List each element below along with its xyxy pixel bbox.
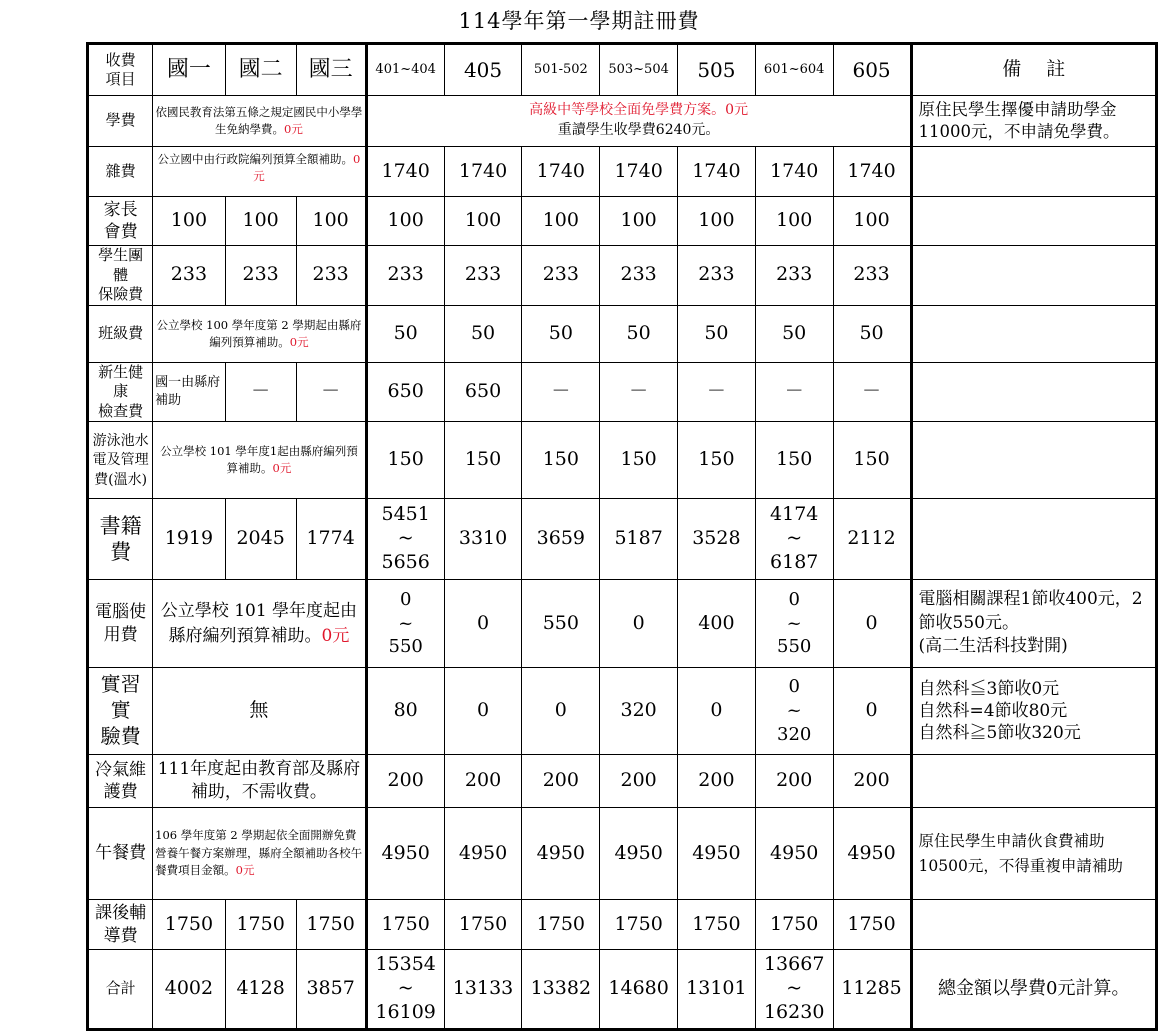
page-title: 114學年第一學期註冊費 — [458, 9, 700, 33]
fee-value: 2045 — [225, 499, 296, 580]
fee-value: 200 — [600, 755, 678, 808]
row-total — [88, 950, 1157, 1030]
header-col: 503~504 — [600, 44, 678, 96]
jr-high-note: 公立學校 101 學年度1起由縣府編列預算補助。0元 — [153, 422, 367, 499]
fee-value: 100 — [296, 197, 366, 246]
header-col: 401~404 — [366, 44, 444, 96]
row-class — [88, 305, 1157, 362]
fee-value: 3528 — [678, 499, 756, 580]
fee-value: 4950 — [600, 808, 678, 900]
fee-value: 150 — [678, 422, 756, 499]
fee-value: 0 — [522, 668, 600, 755]
row-label: 合計 — [88, 950, 153, 1030]
fee-value: 200 — [755, 755, 833, 808]
fee-value: 200 — [833, 755, 911, 808]
total-value: 14680 — [600, 950, 678, 1030]
fee-value: 1750 — [444, 900, 522, 950]
remark — [911, 246, 1156, 306]
row-afterschool — [88, 900, 1157, 950]
header-col: 國三 — [296, 44, 366, 96]
row-label: 實習實 驗費 — [88, 668, 153, 755]
fee-value: 650 — [366, 362, 444, 422]
remark — [911, 499, 1156, 580]
remark: 電腦相關課程1節收400元，2節收550元。 (高二生活科技對開) — [911, 580, 1156, 668]
row-health — [88, 362, 1157, 422]
fee-value: 1740 — [755, 147, 833, 197]
row-tuition — [88, 96, 1157, 147]
fee-value: 0 ~ 320 — [755, 668, 833, 755]
fee-value: 320 — [600, 668, 678, 755]
fee-value: 4950 — [755, 808, 833, 900]
fee-value: 0 — [833, 668, 911, 755]
fee-value: 233 — [296, 246, 366, 306]
row-label: 游泳池水 電及管理 費(溫水) — [88, 422, 153, 499]
row-label: 電腦使 用費 — [88, 580, 153, 668]
fee-value: 1919 — [153, 499, 226, 580]
fee-value: 4174 ~ 6187 — [755, 499, 833, 580]
row-label: 學費 — [88, 96, 153, 147]
fee-value: 1750 — [755, 900, 833, 950]
header-col: 405 — [444, 44, 522, 96]
header-col: 國二 — [225, 44, 296, 96]
remark: 總金額以學費0元計算。 — [911, 950, 1156, 1030]
fee-value: 233 — [833, 246, 911, 306]
senior-high-note: 高級中等學校全面免學費方案。0元 重讀學生收學費6240元。 — [366, 96, 911, 147]
header-col: 601~604 — [755, 44, 833, 96]
fee-value: 100 — [225, 197, 296, 246]
fee-value: 100 — [153, 197, 226, 246]
row-ac — [88, 755, 1157, 808]
row-label: 新生健康 檢查費 — [88, 362, 153, 422]
row-label: 班級費 — [88, 305, 153, 362]
remark — [911, 362, 1156, 422]
fee-value: 200 — [522, 755, 600, 808]
header-col: 505 — [678, 44, 756, 96]
jr-high-note: 無 — [153, 668, 367, 755]
row-lunch — [88, 808, 1157, 900]
fee-value: 50 — [522, 305, 600, 362]
remark: 原住民學生擇優申請助學金11000元，不申請免學費。 — [911, 96, 1156, 147]
fee-value: 5187 — [600, 499, 678, 580]
fee-value: 100 — [522, 197, 600, 246]
fee-value: 4950 — [833, 808, 911, 900]
jr-high-note: 公立國中由行政院編列預算全額補助。0元 — [153, 147, 367, 197]
fee-value: 3310 — [444, 499, 522, 580]
fee-value: 4950 — [678, 808, 756, 900]
fee-value: 100 — [444, 197, 522, 246]
fee-value: 0 — [678, 668, 756, 755]
fee-value: 233 — [522, 246, 600, 306]
remark — [911, 147, 1156, 197]
fee-value: － — [678, 362, 756, 422]
header-col: 501-502 — [522, 44, 600, 96]
total-value: 15354 ~ 16109 — [366, 950, 444, 1030]
fee-value: 50 — [833, 305, 911, 362]
fee-value: 1750 — [153, 900, 226, 950]
row-lab — [88, 668, 1157, 755]
row-label: 書籍費 — [88, 499, 153, 580]
fee-value: 80 — [366, 668, 444, 755]
fee-value: 1740 — [678, 147, 756, 197]
fee-value: 100 — [600, 197, 678, 246]
fee-value: 233 — [755, 246, 833, 306]
remark — [911, 422, 1156, 499]
jr-high-note: 公立學校 101 學年度起由縣府編列預算補助。0元 — [153, 580, 367, 668]
fee-value: 1774 — [296, 499, 366, 580]
fee-value: 3659 — [522, 499, 600, 580]
fee-value: － — [522, 362, 600, 422]
fee-value: 2112 — [833, 499, 911, 580]
fee-value: － — [600, 362, 678, 422]
header-col: 國一 — [153, 44, 226, 96]
fee-value: 1750 — [366, 900, 444, 950]
fee-value: 550 — [522, 580, 600, 668]
fee-value: 1750 — [225, 900, 296, 950]
fee-value: 0 ~ 550 — [755, 580, 833, 668]
row-computer — [88, 580, 1157, 668]
remark — [911, 197, 1156, 246]
fee-value: 0 — [444, 668, 522, 755]
fee-value: 400 — [678, 580, 756, 668]
remark — [911, 305, 1156, 362]
remark: 自然科≦3節收0元 自然科=4節收80元 自然科≧5節收320元 — [911, 668, 1156, 755]
total-value: 11285 — [833, 950, 911, 1030]
fee-value: 4950 — [522, 808, 600, 900]
header-item: 收費 項目 — [88, 44, 153, 96]
fee-value: － — [755, 362, 833, 422]
fee-value: 150 — [444, 422, 522, 499]
fee-value: 233 — [444, 246, 522, 306]
fee-value: 150 — [755, 422, 833, 499]
fee-value: 1740 — [522, 147, 600, 197]
jr-high-note: 106 學年度第 2 學期起依全面開辦免費營養午餐方案辦理，縣府全額補助各校午餐費項目金額。0元 — [153, 808, 367, 900]
fee-value: 50 — [600, 305, 678, 362]
fee-value: 233 — [153, 246, 226, 306]
fee-value: 200 — [444, 755, 522, 808]
fee-value: 200 — [678, 755, 756, 808]
header-note: 備 註 — [911, 44, 1156, 96]
header-col: 605 — [833, 44, 911, 96]
fee-value: 0 ~ 550 — [366, 580, 444, 668]
row-label: 課後輔 導費 — [88, 900, 153, 950]
fee-table — [86, 42, 1158, 1031]
row-books — [88, 499, 1157, 580]
row-label: 家長 會費 — [88, 197, 153, 246]
fee-value: 0 — [444, 580, 522, 668]
row-label: 午餐費 — [88, 808, 153, 900]
row-parent — [88, 197, 1157, 246]
fee-value: 200 — [366, 755, 444, 808]
fee-value: 4950 — [444, 808, 522, 900]
fee-value: 1750 — [833, 900, 911, 950]
total-value: 3857 — [296, 950, 366, 1030]
fee-value: 4950 — [366, 808, 444, 900]
row-label: 學生團體 保險費 — [88, 246, 153, 306]
fee-value: 50 — [366, 305, 444, 362]
fee-value: 1740 — [444, 147, 522, 197]
fee-value: 1750 — [678, 900, 756, 950]
jr-high-note: 111年度起由教育部及縣府補助，不需收費。 — [153, 755, 367, 808]
total-value: 4002 — [153, 950, 226, 1030]
fee-value: 1750 — [522, 900, 600, 950]
fee-value: 100 — [833, 197, 911, 246]
total-value: 13667 ~ 16230 — [755, 950, 833, 1030]
fee-value: 0 — [833, 580, 911, 668]
jr-high-note: 公立學校 100 學年度第 2 學期起由縣府編列預算補助。0元 — [153, 305, 367, 362]
fee-table-wrapper — [86, 42, 1158, 1031]
fee-value: 150 — [600, 422, 678, 499]
total-value: 4128 — [225, 950, 296, 1030]
fee-value: 5451 ~ 5656 — [366, 499, 444, 580]
jr-high-note: 依國民教育法第五條之規定國民中小學學生免納學費。0元 — [153, 96, 367, 147]
fee-value: 233 — [678, 246, 756, 306]
fee-value: 100 — [366, 197, 444, 246]
fee-value: 1750 — [600, 900, 678, 950]
total-value: 13101 — [678, 950, 756, 1030]
total-value: 13382 — [522, 950, 600, 1030]
fee-value: 0 — [600, 580, 678, 668]
fee-value: 150 — [833, 422, 911, 499]
fee-value: 50 — [444, 305, 522, 362]
fee-value: 100 — [755, 197, 833, 246]
fee-value: 1740 — [366, 147, 444, 197]
fee-value: 233 — [225, 246, 296, 306]
remark — [911, 755, 1156, 808]
total-value: 13133 — [444, 950, 522, 1030]
remark: 原住民學生申請伙食費補助10500元，不得重複申請補助 — [911, 808, 1156, 900]
remark — [911, 900, 1156, 950]
row-label: 冷氣維 護費 — [88, 755, 153, 808]
fee-value: 1740 — [600, 147, 678, 197]
fee-value: 233 — [366, 246, 444, 306]
grade7-note: 國一由縣府補助 — [153, 362, 226, 422]
row-misc — [88, 147, 1157, 197]
header-row — [88, 44, 1157, 96]
fee-value: 100 — [678, 197, 756, 246]
fee-value: － — [296, 362, 366, 422]
fee-value: 150 — [522, 422, 600, 499]
fee-value: － — [833, 362, 911, 422]
row-pool — [88, 422, 1157, 499]
fee-value: 150 — [366, 422, 444, 499]
fee-value: 1750 — [296, 900, 366, 950]
fee-value: 50 — [678, 305, 756, 362]
row-label: 雜費 — [88, 147, 153, 197]
fee-value: 50 — [755, 305, 833, 362]
fee-value: 650 — [444, 362, 522, 422]
row-insurance — [88, 246, 1157, 306]
fee-value: － — [225, 362, 296, 422]
fee-value: 1740 — [833, 147, 911, 197]
fee-value: 233 — [600, 246, 678, 306]
